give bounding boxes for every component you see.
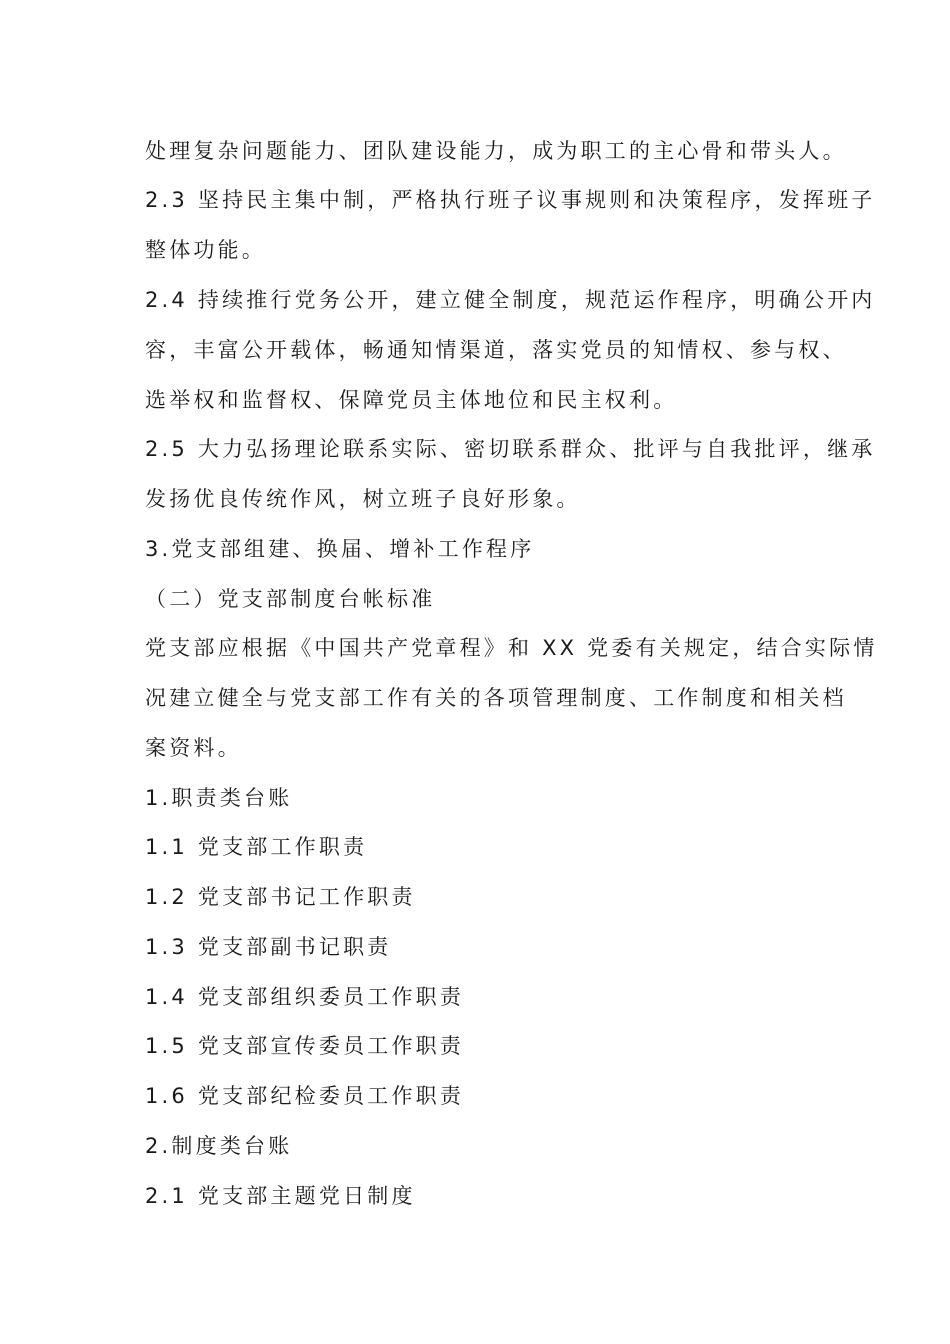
body-text-line: 案资料。 xyxy=(145,736,242,760)
list-item: 1.5 党支部宣传委员工作职责 xyxy=(145,1034,465,1058)
body-text-line: 处理复杂问题能力、团队建设能力，成为职工的主心骨和带头人。 xyxy=(145,139,847,163)
section-heading: （二）党支部制度台帐标准 xyxy=(145,587,436,611)
body-text-line: 选举权和监督权、保障党员主体地位和民主权利。 xyxy=(145,388,678,412)
section-heading: 3.党支部组建、换届、增补工作程序 xyxy=(145,537,535,561)
body-text-line: 2.5 大力弘扬理论联系实际、密切联系群众、批评与自我批评，继承 xyxy=(145,437,876,461)
body-text-line: 容，丰富公开载体，畅通知情渠道，落实党员的知情权、参与权、 xyxy=(145,338,847,362)
list-item: 2.1 党支部主题党日制度 xyxy=(145,1184,416,1208)
body-text-line: 2.4 持续推行党务公开，建立健全制度，规范运作程序，明确公开内 xyxy=(145,288,876,312)
list-item: 1.6 党支部纪检委员工作职责 xyxy=(145,1084,465,1108)
list-item: 1.2 党支部书记工作职责 xyxy=(145,885,416,909)
body-text-line: 发扬优良传统作风，树立班子良好形象。 xyxy=(145,487,581,511)
body-text-line: 2.3 坚持民主集中制，严格执行班子议事规则和决策程序，发挥班子 xyxy=(145,188,876,212)
body-text-line: 况建立健全与党支部工作有关的各项管理制度、工作制度和相关档 xyxy=(145,686,847,710)
body-text-line: 整体功能。 xyxy=(145,238,266,262)
list-item: 1.3 党支部副书记职责 xyxy=(145,935,392,959)
list-heading: 1.职责类台账 xyxy=(145,786,293,810)
list-heading: 2.制度类台账 xyxy=(145,1134,293,1158)
body-text-line: 党支部应根据《中国共产党章程》和 XX 党委有关规定，结合实际情 xyxy=(145,636,878,660)
list-item: 1.1 党支部工作职责 xyxy=(145,835,368,859)
list-item: 1.4 党支部组织委员工作职责 xyxy=(145,985,465,1009)
